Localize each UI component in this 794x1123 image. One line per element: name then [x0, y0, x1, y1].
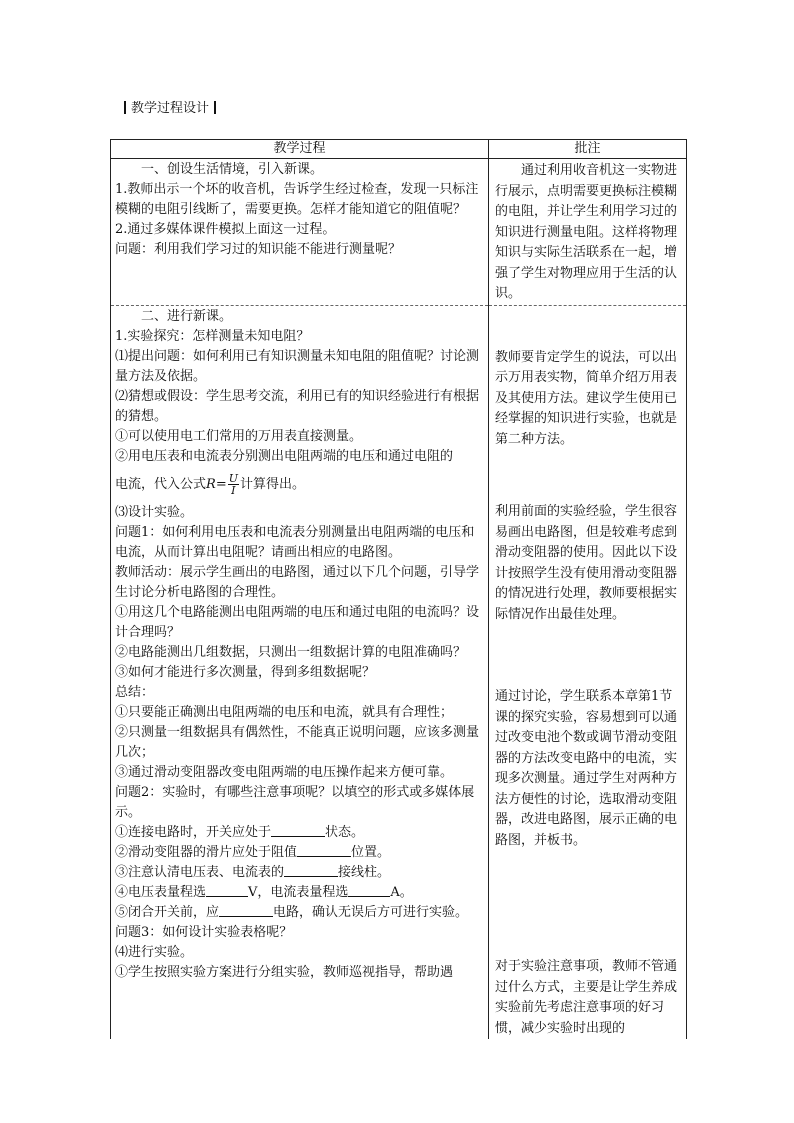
experiment-heading: 1.实验探究：怎样测量未知电阻？ [115, 328, 310, 344]
fill-4-text: ④电压表量程选 [115, 884, 207, 900]
question-1: 问题1：如何利用电压表和电流表分别测量出电阻两端的电压和电流，从而计算出电阻呢？请画出相应的电路图。 [115, 524, 475, 560]
formula-denominator: I [231, 483, 236, 497]
intro-question: 问题：利用我们学习过的知识能不能进行测量呢？ [115, 242, 402, 257]
fill-5-tail: 电路，确认无误后方可进行实验。 [273, 904, 469, 920]
note-circuit: 利用前面的实验经验，学生很容易画出电路图，但是较难考虑到滑动变阻器的使用。因此以下设计按照学生没有使用滑动变阻器的情况进行处理，教师要根据实际情况作出最佳处理。 [495, 504, 678, 622]
intro-step-2: 2.通过多媒体课件模拟上面这一过程。 [115, 222, 336, 237]
method-voltmeter-ammeter: ②用电压表和电流表分别测出电阻两端的电压和通过电阻的 [115, 448, 454, 464]
blank-field [271, 824, 325, 837]
heading-text: 教学过程设计 [131, 101, 210, 116]
formula-fraction [228, 473, 239, 496]
intro-title: 一、创设生活情境，引入新课。 [141, 162, 324, 177]
discussion-q2: ②电路能测出几组数据，只测出一组数据计算的电阻准确吗？ [115, 644, 467, 660]
lesson-process-table [110, 139, 687, 1039]
step-conduct: ⑷进行实验。 [115, 944, 194, 960]
formula-prefix: 电流，代入公式 [115, 476, 207, 492]
page-heading [124, 99, 216, 119]
intro-notes-cell [489, 159, 687, 306]
formula-numerator: U [228, 471, 238, 485]
fill-1-tail: 状态。 [325, 824, 365, 840]
heading-left-bar [124, 101, 126, 114]
discussion-q3: ③如何才能进行多次测量，得到多组数据呢？ [115, 664, 376, 680]
note-discussion: 通过讨论，学生联系本章第1节课的探究实验，容易想到可以通过改变电池个数或调节滑动变阻器的方法改变电路中的电流，实现多次测量。通过学生对两种方法方便性的讨论，选取滑动变阻器，改进电路图，展示正确的电路图，并板书。 [495, 689, 678, 848]
blank-field [206, 884, 248, 897]
question-3: 问题3：如何设计实验表格呢？ [115, 924, 293, 940]
formula-equals: = [215, 476, 227, 492]
summary-label: 总结： [115, 684, 155, 700]
fill-blank-5 [115, 903, 484, 923]
fill-2-text: ②滑动变阻器的滑片应处于阻值 [115, 844, 298, 860]
summary-3: ③通过滑动变阻器改变电阻两端的电压操作起来方便可靠。 [115, 764, 454, 780]
heading-right-bar [214, 101, 216, 114]
formula-r: R [206, 476, 216, 492]
fill-3-tail: 接线柱。 [338, 864, 391, 880]
table-row-intro [111, 159, 687, 306]
lesson-notes-cell [489, 305, 687, 1039]
formula-line [115, 467, 484, 503]
header-notes: 批注 [489, 140, 687, 159]
fill-2-tail: 位置。 [351, 844, 391, 860]
note-multimeter: 教师要肯定学生的说法，可以出示万用表实物，简单介绍万用表及其使用方法。建议学生使用已经掌握的知识进行实验，也就是第二种方法。 [495, 349, 678, 447]
table-row-new-lesson [111, 305, 687, 1039]
table-header-row [111, 140, 687, 159]
fill-5-text: ⑤闭合开关前，应 [115, 904, 220, 920]
discussion-q1: ①用这几个电路能测出电阻两端的电压和通过电阻的电流吗？设计合理吗？ [115, 604, 480, 640]
fill-blank-1 [115, 823, 484, 843]
method-multimeter: ①可以使用电工们常用的万用表直接测量。 [115, 428, 363, 444]
lesson-title: 二、进行新课。 [141, 308, 233, 324]
note-precautions: 对于实验注意事项，教师不管通过什么方式，主要是让学生养成实验前先考虑注意事项的好习惯，减少实验时出现的 [495, 959, 678, 1036]
fill-4-mid: V，电流表量程选 [248, 884, 349, 900]
intro-note: 通过利用收音机这一实物进行展示，点明需要更换标注模糊的电阻，并让学生利用学习过的知识进行测量电阻。这样将物理知识与实际生活联系在一起，增强了学生对物理应用于生活的认识。 [495, 163, 678, 301]
fill-1-text: ①连接电路时，开关应处于 [115, 824, 272, 840]
step-raise-question: ⑴提出问题：如何利用已有知识测量未知电阻的阻值呢？讨论测量方法及依据。 [115, 348, 480, 384]
teacher-activity: 教师活动：展示学生画出的电路图，通过以下几个问题，引导学生讨论分析电路图的合理性。 [115, 564, 480, 600]
fill-3-text: ③注意认清电压表、电流表的 [115, 864, 285, 880]
blank-field [219, 904, 273, 917]
step-hypothesis: ⑵猜想或假设：学生思考交流，利用已有的知识经验进行有根据的猜想。 [115, 388, 480, 424]
fill-blank-4 [115, 883, 484, 903]
lesson-process-cell [111, 305, 489, 1039]
formula-suffix: 计算得出。 [240, 476, 306, 492]
fill-blank-2 [115, 843, 484, 863]
fill-4-tail: A。 [390, 884, 413, 900]
summary-1: ①只要能正确测出电阻两端的电压和电流，就具有合理性； [115, 704, 454, 720]
blank-field [297, 844, 351, 857]
fill-blank-3 [115, 863, 484, 883]
question-2: 问题2：实验时，有哪些注意事项呢？以填空的形式或多媒体展示。 [115, 784, 475, 820]
intro-step-1: 1.教师出示一个坏的收音机，告诉学生经过检查，发现一只标注模糊的电阻引线断了，需要更换。怎样才能知道它的阻值呢？ [115, 182, 479, 217]
step-design: ⑶设计实验。 [115, 504, 194, 520]
blank-field [348, 884, 390, 897]
summary-2: ②只测量一组数据具有偶然性，不能真正说明问题，应该多测量几次； [115, 724, 480, 760]
blank-field [284, 864, 338, 877]
conduct-1: ①学生按照实验方案进行分组实验，教师巡视指导，帮助遇 [115, 964, 454, 980]
header-process: 教学过程 [111, 140, 489, 159]
intro-process-cell [111, 159, 489, 306]
